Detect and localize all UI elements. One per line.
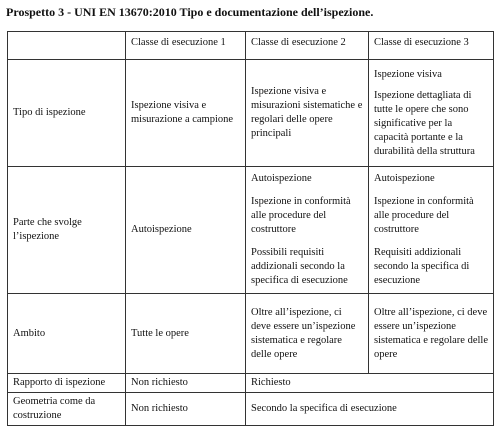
cell-tipo-classe-3-line-2: Ispezione dettagliata di tutte le opere che sono significative per la capacità portante e la durabilità della struttura <box>374 89 475 157</box>
cell-tipo-classe-2: Ispezione visiva e misurazioni sistematiche e regolari delle opere principali <box>246 60 369 167</box>
row-label-ambito: Ambito <box>8 294 126 374</box>
row-geometria <box>8 393 494 426</box>
header-cell-empty <box>8 32 126 60</box>
table-header-row <box>8 32 494 60</box>
cell-tipo-classe-3 <box>369 60 494 167</box>
cell-ambito-classe-3: Oltre all’ispezione, ci deve essere un’ispezione sistematica e regolare delle opere <box>369 294 494 374</box>
row-tipo-ispezione <box>8 60 494 167</box>
header-classe-3: Classe di esecuzione 3 <box>369 32 494 60</box>
row-label-parte: Parte che svolge l’ispezione <box>8 167 126 294</box>
table-title: Prospetto 3 - UNI EN 13670:2010 Tipo e documentazione dell’ispezione. <box>6 5 374 19</box>
cell-ambito-classe-1: Tutte le opere <box>126 294 246 374</box>
row-parte-ispezione <box>8 167 494 294</box>
row-ambito <box>8 294 494 374</box>
row-rapporto-ispezione <box>8 374 494 393</box>
cell-rapporto-classe-1: Non richiesto <box>126 374 246 393</box>
cell-rapporto-classe-2-3: Richiesto <box>246 374 494 393</box>
cell-parte-classe-3-line-1: Autoispezione <box>374 173 435 184</box>
row-label-geometria: Geometria come da costruzione <box>8 393 126 426</box>
cell-parte-classe-2 <box>246 167 369 294</box>
cell-parte-classe-2-line-2: Ispezione in conformità alle procedure del costruttore <box>251 196 351 235</box>
header-classe-2: Classe di esecuzione 2 <box>246 32 369 60</box>
row-label-rapporto: Rapporto di ispezione <box>8 374 126 393</box>
inspection-table <box>7 31 494 426</box>
cell-parte-classe-1: Autoispezione <box>126 167 246 294</box>
row-label-tipo: Tipo di ispezione <box>8 60 126 167</box>
cell-tipo-classe-1: Ispezione visiva e misurazione a campione <box>126 60 246 167</box>
cell-parte-classe-3 <box>369 167 494 294</box>
cell-parte-classe-2-line-1: Autoispezione <box>251 173 312 184</box>
cell-tipo-classe-3-line-1: Ispezione visiva <box>374 68 442 80</box>
cell-geometria-classe-2-3: Secondo la specifica di esecuzione <box>246 393 494 426</box>
cell-parte-classe-3-line-3: Requisiti addizionali secondo la specifica di esecuzione <box>374 247 470 286</box>
cell-ambito-classe-2: Oltre all’ispezione, ci deve essere un’ispezione sistematica e regolare delle opere <box>246 294 369 374</box>
cell-parte-classe-2-line-3: Possibili requisiti addizionali secondo la specifica di esecuzione <box>251 247 348 286</box>
cell-geometria-classe-1: Non richiesto <box>126 393 246 426</box>
header-classe-1: Classe di esecuzione 1 <box>126 32 246 60</box>
cell-parte-classe-3-line-2: Ispezione in conformità alle procedure del costruttore <box>374 196 474 235</box>
